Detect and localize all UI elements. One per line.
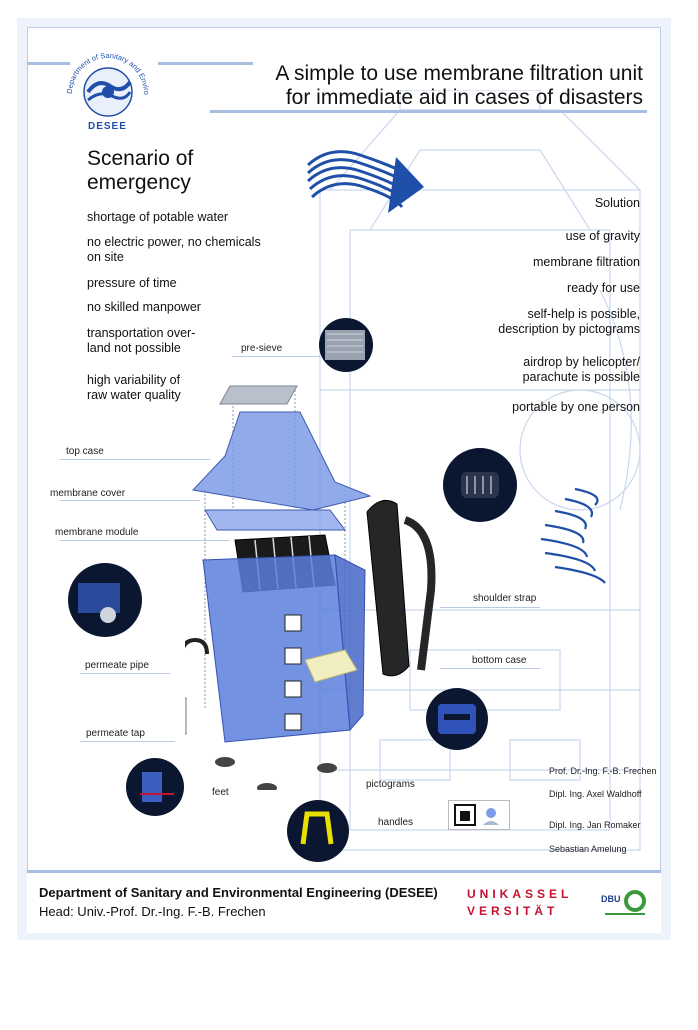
leader-line — [440, 668, 540, 669]
title-line-1: A simple to use membrane filtration unit — [275, 62, 643, 85]
permeate-pipe-part — [185, 640, 207, 700]
solution-item: membrane filtration — [533, 255, 640, 269]
label-membrane-cover: membrane cover — [50, 488, 126, 499]
label-membrane-module: membrane module — [55, 527, 139, 538]
dbu-text: DBU — [601, 894, 621, 904]
leader-line — [80, 741, 175, 742]
scenario-heading-line-2: emergency — [87, 171, 191, 194]
poster-footer — [27, 870, 661, 933]
desee-logo — [58, 38, 158, 138]
solution-item: parachute is possible — [522, 370, 640, 384]
label-top-case: top case — [66, 446, 104, 457]
detail-photo-connector — [68, 563, 142, 637]
scenario-item: no skilled manpower — [87, 300, 201, 314]
label-permeate-tap: permeate tap — [86, 728, 145, 739]
logo-acronym: DESEE — [88, 121, 127, 132]
label-pre-sieve: pre-sieve — [241, 343, 283, 354]
water-wave-graphic — [535, 485, 625, 595]
solution-item: ready for use — [567, 281, 640, 295]
footer-head: Head: Univ.-Prof. Dr.-Ing. F.-B. Frechen — [39, 904, 266, 919]
pre-sieve-part — [220, 386, 297, 404]
scenario-item: pressure of time — [87, 276, 177, 290]
scenario-heading — [87, 147, 193, 195]
credit-name: Dipl. Ing. Jan Romaker — [549, 820, 641, 830]
scenario-item: high variability of — [87, 373, 181, 387]
credit-name: Dipl. Ing. Axel Waldhoff — [549, 789, 642, 799]
label-handles: handles — [378, 817, 414, 828]
solution-item: use of gravity — [565, 229, 640, 243]
detail-photo-pre-sieve — [319, 318, 373, 372]
scenario-item: land not possible — [87, 341, 181, 355]
scenario-item: raw water quality — [87, 388, 181, 402]
label-pictograms: pictograms — [366, 779, 415, 790]
title-line-2: for immediate aid in cases of disasters — [285, 86, 643, 109]
shoulder-strap-part — [367, 500, 409, 675]
solution-item: description by pictograms — [498, 322, 640, 336]
bottom-case-part — [203, 555, 350, 742]
label-bottom-case: bottom case — [472, 655, 527, 666]
solution-item: airdrop by helicopter/ — [523, 355, 640, 369]
label-permeate-pipe: permeate pipe — [85, 660, 149, 671]
arrow-graphic — [300, 135, 430, 225]
solution-item: portable by one person — [512, 400, 640, 414]
leader-line — [60, 540, 230, 541]
membrane-cover-part — [205, 510, 345, 530]
scenario-item: transportation over- — [87, 326, 196, 340]
leader-line — [60, 500, 200, 501]
top-case-part — [193, 412, 370, 510]
header-rule-under-title — [210, 110, 647, 113]
poster-title — [275, 62, 643, 110]
leader-line — [440, 607, 540, 608]
footer-department: Department of Sanitary and Environmental Engineering (DESEE) — [39, 885, 438, 900]
label-shoulder-strap: shoulder strap — [473, 593, 537, 604]
university-logo — [467, 887, 572, 918]
leader-line — [80, 673, 170, 674]
solution-item: self-help is possible, — [527, 307, 640, 321]
filtration-unit-illustration — [185, 370, 450, 790]
header-rule-mid — [158, 62, 253, 65]
leader-line — [60, 459, 210, 460]
leader-line — [232, 356, 320, 357]
scenario-heading-line-1: Scenario of — [87, 147, 194, 170]
scenario-item: on site — [87, 250, 124, 264]
detail-photo-bottom-case — [426, 688, 488, 750]
credit-name: Prof. Dr.-Ing. F.-B. Frechen — [549, 766, 657, 776]
pictogram-sample — [448, 800, 510, 830]
scenario-item: no electric power, no chemicals — [87, 235, 261, 249]
logo-ring-text: Department of Sanitary and Enviro — [64, 50, 152, 95]
solution-heading: Solution — [594, 196, 640, 210]
uni-line-2: VERSITÄT — [467, 904, 559, 918]
detail-photo-handles — [287, 800, 349, 862]
detail-photo-strap-buckle — [443, 448, 517, 522]
credit-name: Sebastian Amelung — [549, 844, 627, 854]
dbu-logo — [599, 883, 649, 923]
scenario-item: shortage of potable water — [87, 210, 229, 224]
label-feet: feet — [212, 787, 229, 798]
detail-photo-permeate-tap — [126, 758, 184, 816]
uni-line-1: UNIKASSEL — [467, 887, 573, 901]
